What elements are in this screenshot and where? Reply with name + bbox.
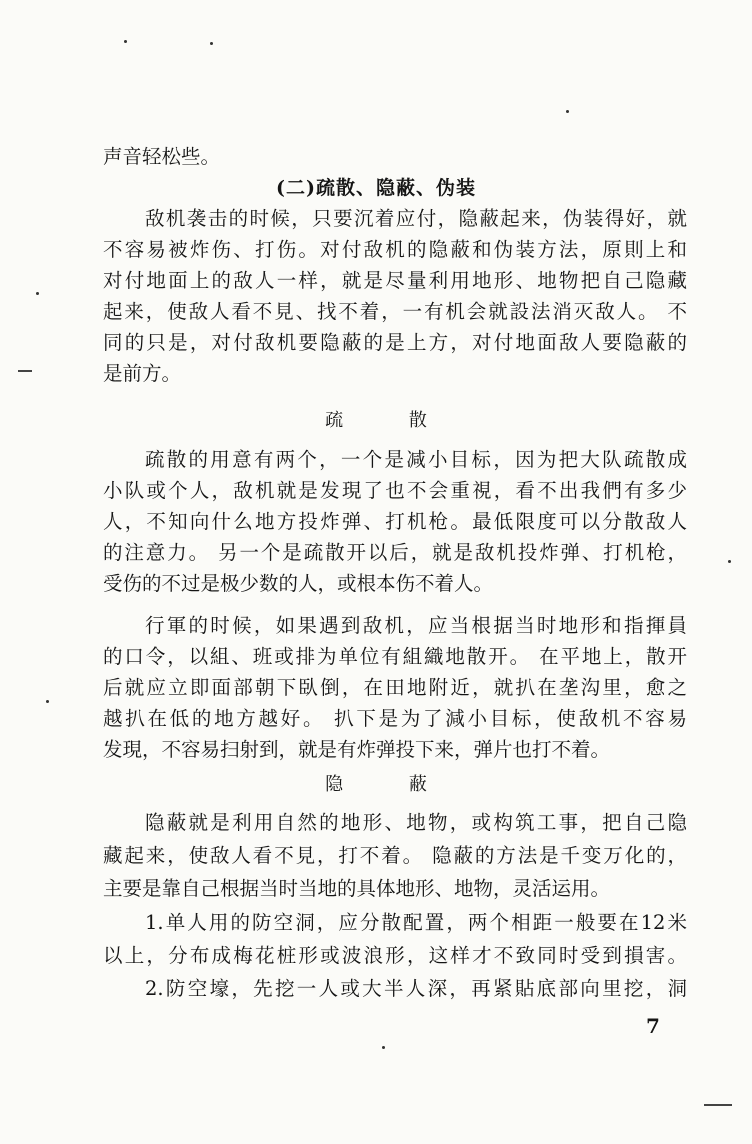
text-line: 的注意力。 另一个是疏散开以后，就是敌机投炸弹、打机枪， <box>103 541 687 564</box>
text-line: 不容易被炸伤、打伤。对付敌机的隐蔽和伪装方法，原則上和 <box>103 238 687 261</box>
text-line: 疏散的用意有两个，一个是减小目标，因为把大队疏散成 <box>145 448 687 471</box>
text-line: 2.防空壕，先挖一人或大半人深，再紧貼底部向里挖，洞 <box>145 977 687 1000</box>
text-line: 以上，分布成梅花桩形或波浪形，这样才不致同时受到損害。 <box>103 944 687 967</box>
text-line: 后就应立即面部朝下臥倒，在田地附近，就扒在垄沟里，愈之 <box>103 676 687 699</box>
scan-speck <box>728 560 731 563</box>
text-line: 受伤的不过是极少数的人，或根本伤不着人。 <box>103 572 494 595</box>
page-number: 7 <box>646 1014 660 1038</box>
subsection-heading: 疏 散 <box>325 410 457 431</box>
text-line: 是前方。 <box>103 362 182 385</box>
text-line: 同的只是，对付敌机要隐蔽的是上方，对付地面敌人要隐蔽的 <box>103 331 687 354</box>
section-heading: (二)疏散、隐蔽、伪装 <box>276 177 476 199</box>
scan-speck <box>566 110 569 113</box>
scan-speck <box>210 42 213 45</box>
text-line: 敌机袭击的时候，只要沉着应付，隐蔽起来，伪装得好，就 <box>145 207 687 230</box>
text-line: 主要是靠自己根据当时当地的具体地形、地物，灵活运用。 <box>103 877 611 900</box>
scan-mark <box>704 1104 732 1106</box>
subsection-heading: 隐 蔽 <box>325 774 457 795</box>
scan-mark <box>18 370 32 372</box>
text-line: 对付地面上的敌人一样，就是尽量利用地形、地物把自己隐藏 <box>103 269 687 292</box>
text-line: 越扒在低的地方越好。 扒下是为了減小目标，使敌机不容易 <box>103 707 687 730</box>
text-line: 1.单人用的防空洞，应分散配置，两个相距一般要在12米 <box>145 911 687 934</box>
scan-speck <box>124 40 127 43</box>
text-line: 行軍的时候，如果遇到敌机，应当根据当时地形和指揮員 <box>145 614 687 637</box>
text-line: 隐蔽就是利用自然的地形、地物，或构筑工事，把自己隐 <box>145 811 687 834</box>
scan-speck <box>382 1046 385 1049</box>
text-line: 起来，使敌人看不見、找不着，一有机会就設法消灭敌人。 不 <box>103 300 687 323</box>
text-line: 人，不知向什么地方投炸弹、打机枪。最低限度可以分散敌人 <box>103 510 687 533</box>
scan-speck <box>36 292 39 295</box>
text-line: 声音轻松些。 <box>103 145 221 168</box>
text-line: 发現，不容易扫射到，就是有炸弹投下来，弹片也打不着。 <box>103 738 611 761</box>
text-line: 藏起来，使敌人看不見，打不着。 隐蔽的方法是千变万化的， <box>103 844 687 867</box>
text-line: 小队或个人，敌机就是发現了也不会重視，看不出我們有多少 <box>103 479 687 502</box>
scan-speck <box>46 700 49 703</box>
text-line: 的口令，以組、班或排为单位有組織地散开。 在平地上，散开 <box>103 645 687 668</box>
